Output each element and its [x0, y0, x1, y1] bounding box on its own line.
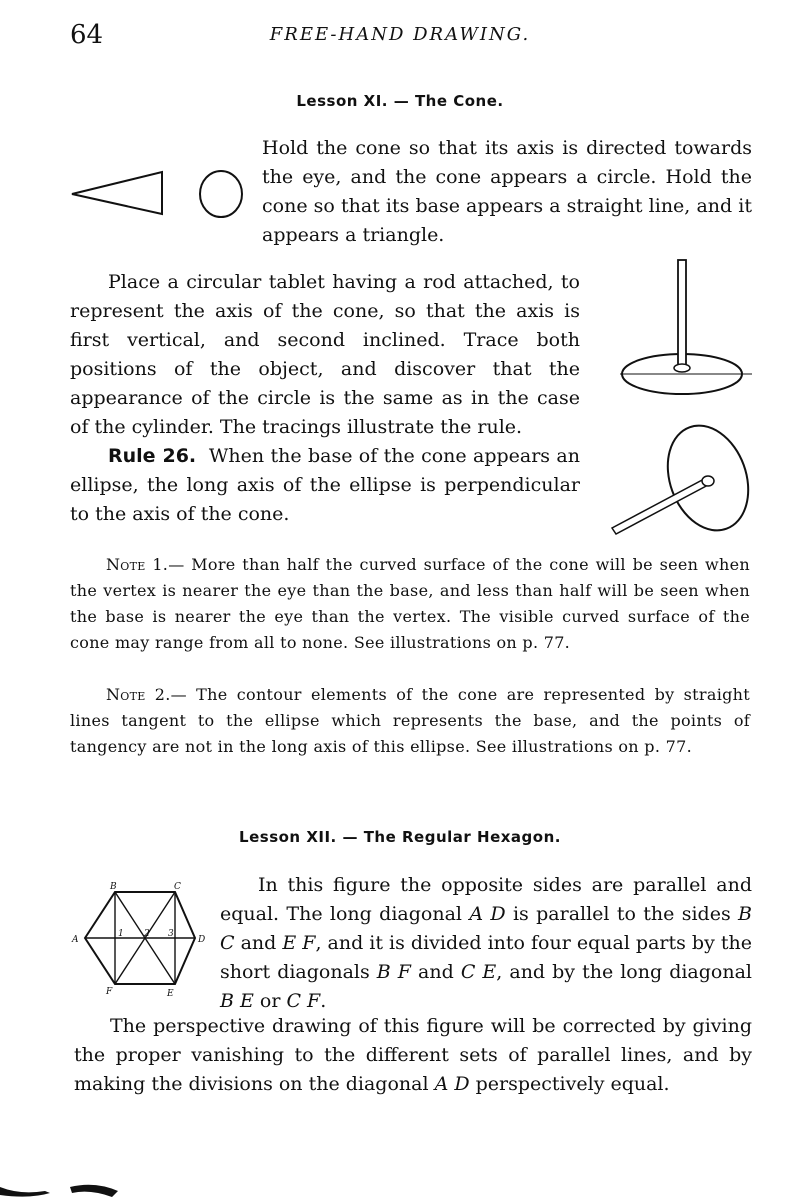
lesson-12-paragraph-2	[74, 1012, 752, 1099]
page-number: 64	[70, 20, 104, 50]
lesson-11-paragraph-1: Hold the cone so that its axis is directed towards the eye, and the cone appears a circle. Hold the cone so that its base appears a straight line, and it appears a triangle.	[262, 137, 752, 246]
label-ad: A D	[469, 903, 506, 925]
text-span: , and it is divided into four equal parts by the short diagonals	[220, 932, 752, 983]
text-span: , and by the long diagonal	[496, 961, 753, 983]
rule-text: When the base of the cone appears an ellipse, the long axis of the ellipse is perpendicular to the axis of the cone.	[70, 445, 580, 525]
hex-label-e: E	[167, 989, 174, 999]
note-1-label: Note 1.	[106, 555, 169, 574]
text-span: perspectively equal.	[469, 1073, 670, 1095]
text-span: and	[234, 932, 283, 954]
hex-label-b: B	[110, 882, 117, 892]
hex-label-f: F	[106, 987, 113, 997]
text-span: The perspective drawing of this figure will be corrected by giving the proper vanishing to the different sets of parallel lines, and by making the divisions on the diagonal	[74, 1015, 752, 1095]
running-title: FREE-HAND DRAWING.	[269, 24, 531, 45]
vertical-tablet-figure	[620, 258, 755, 398]
hex-label-a: A	[72, 935, 79, 945]
label-ce: C E	[460, 961, 497, 983]
note-2	[70, 682, 750, 760]
note-1	[70, 552, 750, 656]
label-bc: B C	[220, 903, 752, 954]
text-span: and	[411, 961, 461, 983]
circle-figure	[198, 168, 248, 220]
hex-label-c: C	[174, 882, 181, 892]
note-2-text: — The contour elements of the cone are represented by straight lines tangent to the ellipse which represents the base, and the points of tangency are not in the long axis of this ellipse. See illustrations on p. 77.	[70, 685, 750, 756]
lesson-11-title: Lesson XI. — The Cone.	[296, 92, 504, 110]
hex-label-1: 1	[118, 929, 124, 939]
lesson-12-paragraph-1	[220, 871, 752, 1016]
text-span: .	[320, 990, 327, 1012]
hex-label-2: 2	[144, 929, 150, 939]
ink-smudge-decoration	[0, 1175, 130, 1200]
text-span: or	[253, 990, 287, 1012]
lesson-11-paragraph-2: Place a circular tablet having a rod attached, to represent the axis of the cone, so that the axis is first vertical, and second inclined. Trace both positions of the object, and discover that the appearance of the circle is the same as in the case of the cylinder. The tracings illustrate the rule.	[70, 271, 580, 438]
rule-label: Rule 26.	[108, 445, 197, 467]
label-bf: B F	[376, 961, 411, 983]
note-2-label: Note 2.	[106, 685, 171, 704]
text-span: is parallel to the sides	[505, 903, 739, 925]
label-cf: C F	[286, 990, 321, 1012]
hex-label-3: 3	[168, 929, 174, 939]
triangle-figure	[70, 170, 170, 220]
rule-26-paragraph	[70, 442, 580, 529]
hex-label-d: D	[198, 935, 206, 945]
lesson-12-title: Lesson XII. — The Regular Hexagon.	[239, 828, 561, 846]
label-ef: E F	[282, 932, 316, 954]
label-be: B E	[220, 990, 254, 1012]
label-ad: A D	[434, 1073, 470, 1095]
note-1-text: — More than half the curved surface of the cone will be seen when the vertex is nearer the eye than the base, and less than half will be seen when the base is nearer the eye than the vertex. The visible curved surface of the cone may range from all to none. See illustrations on p. 77.	[70, 555, 750, 652]
hexagon-figure	[70, 882, 210, 1002]
inclined-tablet-figure	[608, 422, 758, 542]
text-span: In this figure the opposite sides are parallel and equal. The long diagonal	[220, 874, 752, 925]
